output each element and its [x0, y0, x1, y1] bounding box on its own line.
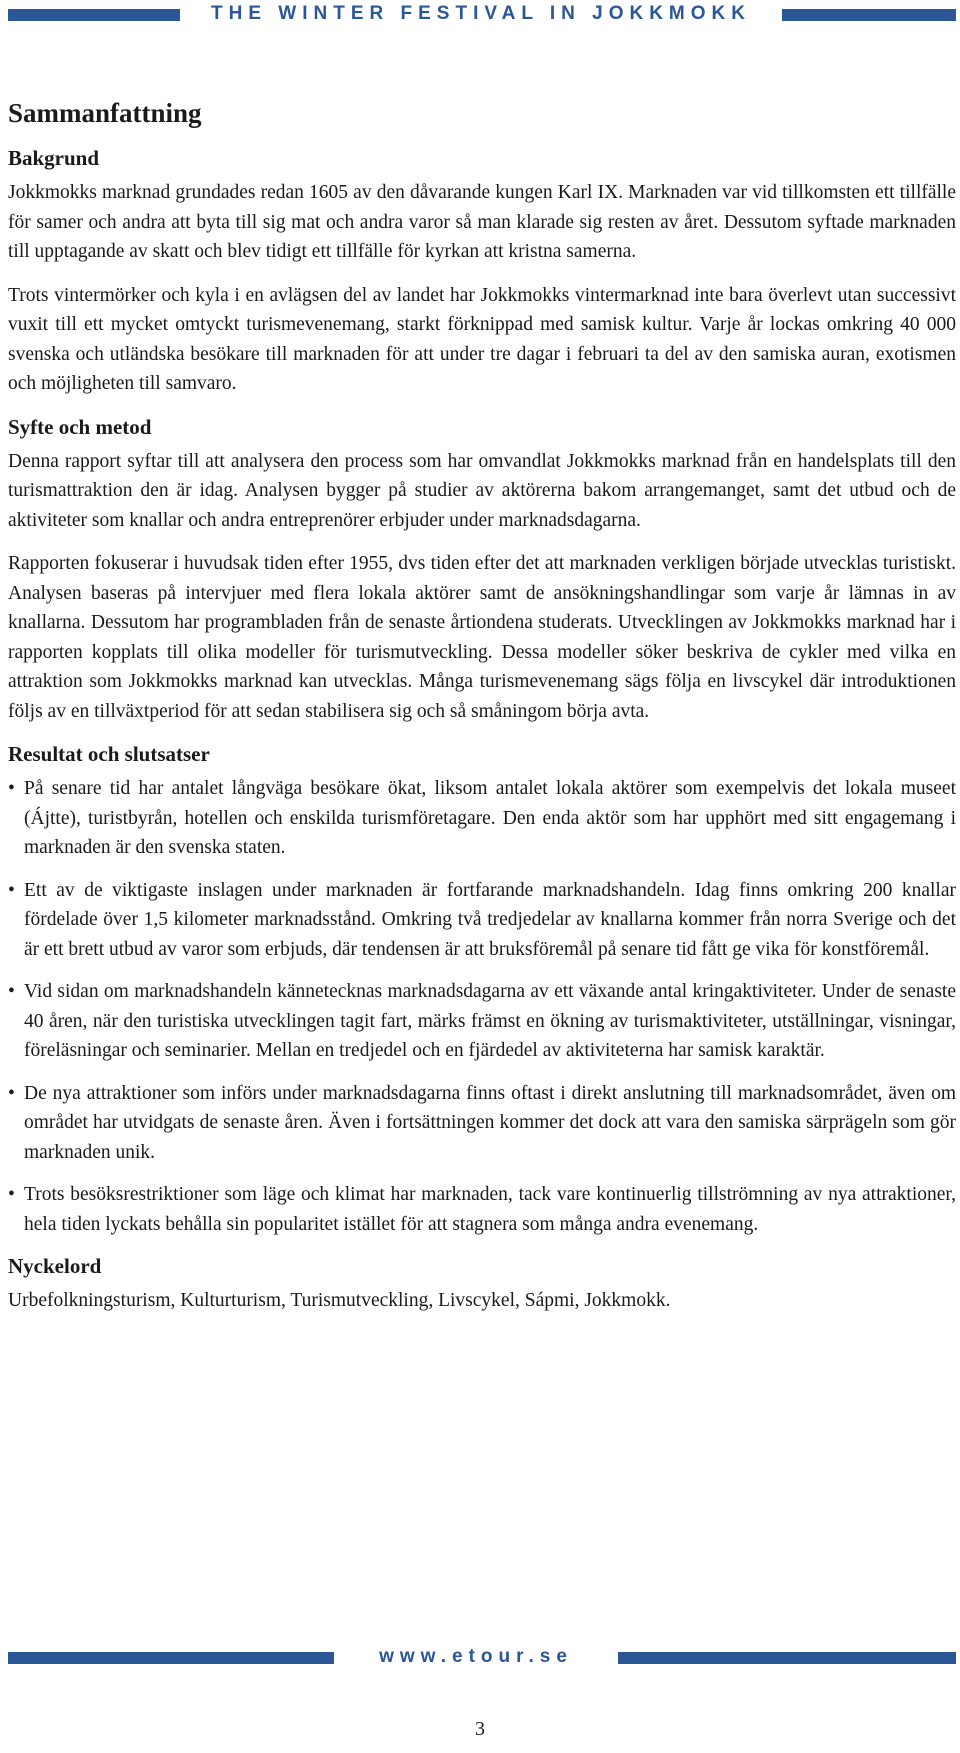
purpose-paragraph-2: Rapporten fokuserar i huvudsak tiden efter 1955, dvs tiden efter det att marknaden verkligen började utvecklas turistiskt. Analysen baseras på intervjuer med flera lokala aktörer samt de ansökningshandlingar som varje år lämnas in av knallarna. Dessutom har programbladen från de senaste årtiondena studerats. Utvecklingen av Jokkmokks marknad har i rapporten kopplats till olika modeller för turismutveckling. Dessa modeller söker beskriva de cykler med vilka en attraktion som Jokkmokks marknad kan utvecklas. Många turismevenemang sägs följa en livscykel där introduktionen följs av en tillväxtperiod för att sedan stabilisera sig och så småningom börja avta.: [8, 553, 956, 722]
list-item-text: Trots besöksrestriktioner som läge och klimat har marknaden, tack vare kontinuerlig tillströmning av nya attraktioner, hela tiden lyckats behålla sin popularitet istället för att stagnera som många andra evenemang.: [24, 1184, 956, 1235]
purpose-heading: Syfte och metod: [8, 414, 152, 439]
list-item: [8, 1180, 956, 1239]
footer-url-link[interactable]: www.etour.se: [379, 1646, 573, 1667]
list-item-text: Ett av de viktigaste inslagen under marknaden är fortfarande marknadshandeln. Idag finns omkring 200 knallar fördelade över 1,5 kilometer marknadsstånd. Omkring två tredjedelar av knallarna kommer från norra Sverige och det är ett brett utbud av varor som erbjuds, där tendensen är att bruksföremål på senare tid fått ge vika för konstföremål.: [24, 879, 956, 960]
purpose-paragraph-1: Denna rapport syftar till att analysera den process som har omvandlat Jokkmokks marknad från en handelsplats till den turismattraktion den är idag. Analysen bygger på studier av aktörerna bakom arrangemanget, samt det utbud och de aktiviteter som knallar och andra entreprenörer erbjuder under marknadsdagarna.: [8, 450, 956, 531]
background-heading: Bakgrund: [8, 146, 100, 170]
list-item-text: De nya attraktioner som införs under marknadsdagarna finns oftast i direkt anslutning till marknadsområdet, även om området har utvidgats de senaste åren. Även i fortsättningen kommer det dock att vara den samiska särprägeln som gör marknaden unik.: [24, 1082, 956, 1163]
page-title: Sammanfattning: [8, 98, 202, 128]
results-list: [8, 774, 956, 1239]
running-header-title: THE WINTER FESTIVAL IN JOKKMOKK: [211, 3, 751, 24]
keywords-heading: Nyckelord: [8, 1254, 102, 1278]
list-item: [8, 977, 956, 1066]
list-item-text: På senare tid har antalet långväga besökare ökat, liksom antalet lokala aktörer som exempelvis det lokala museet (Ájtte), turistbyrån, hotellen och enskilda turismföretagare. Den enda aktör som har upphört med sitt engagemang i marknaden är den svenska staten.: [24, 778, 956, 858]
bullet-icon: •: [8, 981, 15, 1002]
bullet-icon: •: [8, 778, 15, 799]
summary-section: [8, 96, 956, 1330]
list-item: [8, 876, 956, 965]
background-paragraph-2: Trots vintermörker och kyla i en avlägsen del av landet har Jokkmokks vintermarknad inte bara överlevt utan successivt vuxit till ett mycket omtyckt turismevenemang, starkt förknippad med samisk kultur. Varje år lockas omkring 40 000 svenska och utländska besökare till marknaden för att under tre dagar i februari ta del av den samiska auran, exotismen och möjligheten till samvaro.: [8, 284, 956, 394]
background-paragraph-1: Jokkmokks marknad grundades redan 1605 av den dåvarande kungen Karl IX. Marknaden var vid tillkomsten ett tillfälle för samer och andra att byta till sig mat och andra varor så man klarade sig resten av året. Dessutom syftade marknaden till upptagande av skatt och blev tidigt ett tillfälle för kyrkan att kristna samerna.: [8, 182, 956, 262]
footer-bar-left: [8, 1652, 334, 1664]
header-bar-left: [8, 9, 180, 21]
header-bar-right: [782, 9, 956, 21]
list-item: [8, 1079, 956, 1168]
bullet-icon: •: [8, 879, 15, 901]
bullet-icon: •: [8, 1082, 15, 1104]
list-item: [8, 774, 956, 863]
list-item-text: Vid sidan om marknadshandeln kännetecknas marknadsdagarna av ett växande antal kringaktiviteter. Under de senaste 40 åren, när den turistiska utvecklingen tagit fart, märks främst en ökning av turismaktiviteter, utställningar, visningar, föreläsningar och seminarier. Mellan en tredjedel och en fjärdedel av aktiviteterna har samisk karaktär.: [24, 981, 956, 1061]
keywords-text: Urbefolkningsturism, Kulturturism, Turismutveckling, Livscykel, Sápmi, Jokkmokk.: [8, 1290, 671, 1311]
footer-bar-right: [618, 1652, 956, 1664]
results-heading: Resultat och slutsatser: [8, 742, 210, 766]
page-number: 3: [475, 1718, 485, 1740]
bullet-icon: •: [8, 1184, 15, 1205]
